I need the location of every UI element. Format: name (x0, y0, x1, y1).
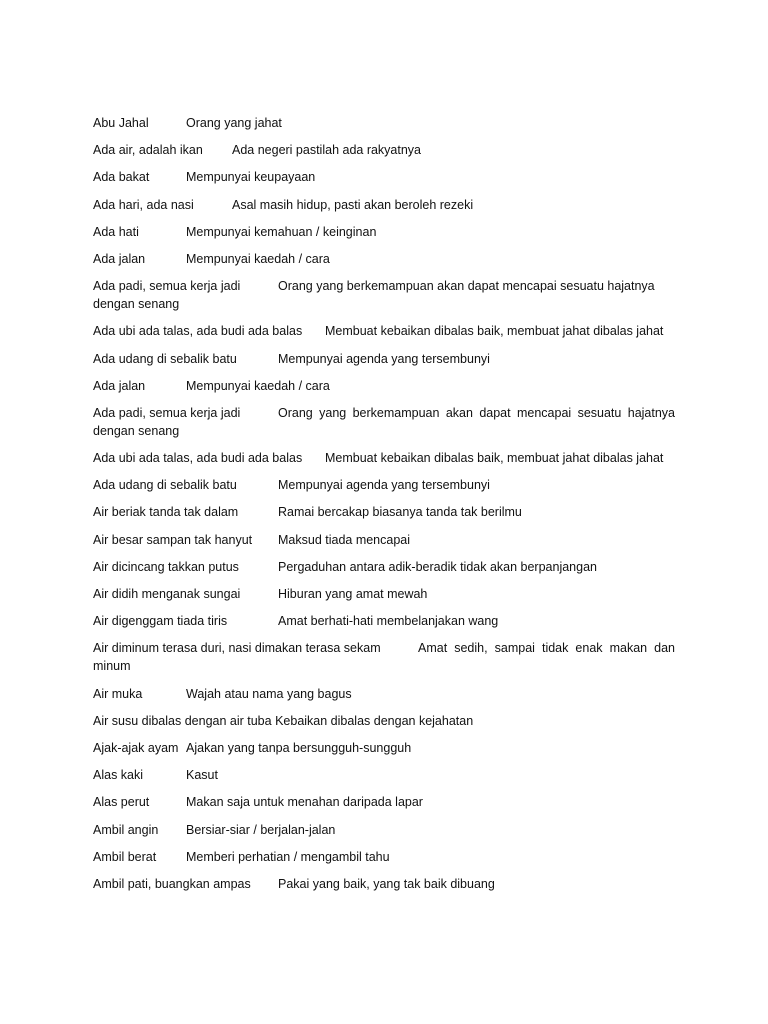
entry-meaning: Mempunyai kaedah / cara (186, 378, 330, 393)
list-item (93, 404, 675, 440)
list-item (93, 322, 675, 340)
entry-term: Ada ubi ada talas, ada budi ada balas (93, 324, 303, 339)
entry-term: Ambil berat (93, 849, 157, 864)
entry-term: Ambil angin (93, 822, 159, 837)
entry-term: Ada air, adalah ikan (93, 143, 203, 158)
entry-term: Ada udang di sebalik batu (93, 478, 237, 493)
entry-term: Air didih menganak sungai (93, 587, 241, 601)
list-item (93, 377, 675, 395)
list-item (93, 141, 675, 159)
list-item (93, 875, 675, 893)
entry-meaning: Hiburan yang amat mewah (278, 587, 428, 601)
entry-term: Ada hari, ada nasi (93, 197, 194, 212)
entry-meaning: Pergaduhan antara adik-beradik tidak akan berpanjangan (278, 559, 597, 574)
list-item (93, 114, 675, 132)
entry-term: Ambil pati, buangkan ampas (93, 876, 251, 891)
entry-term: Air dicincang takkan putus (93, 559, 239, 574)
list-item (93, 821, 675, 839)
list-item (93, 223, 675, 241)
entry-term: Alas perut (93, 795, 150, 810)
list-item (93, 350, 675, 368)
entry-term: Air diminum terasa duri, nasi dimakan terasa sekam (93, 641, 381, 656)
entry-meaning: Mempunyai keupayaan (186, 170, 316, 185)
entry-term: Ada padi, semua kerja jadi (93, 405, 241, 420)
entry-meaning: Makan saja untuk menahan daripada lapar (186, 795, 423, 810)
entry-meaning: Mempunyai agenda yang tersembunyi (278, 351, 490, 366)
entry-meaning: Membuat kebaikan dibalas baik, membuat jahat dibalas jahat (325, 324, 664, 339)
entry-meaning: Mempunyai kemahuan / keinginan (186, 224, 377, 239)
entry-term: Ajak-ajak ayam (93, 740, 179, 755)
entry-meaning: Asal masih hidup, pasti akan beroleh rezeki (232, 197, 474, 212)
entry-term: Air besar sampan tak hanyut (93, 532, 253, 547)
entry-term: Abu Jahal (93, 116, 149, 130)
entry-term: Ada jalan (93, 378, 146, 393)
entry-meaning: Bersiar-siar / berjalan-jalan (186, 822, 336, 837)
list-item (93, 712, 675, 730)
entry-term: Ada bakat (93, 170, 150, 185)
entry-term: Ada ubi ada talas, ada budi ada balas (93, 451, 303, 466)
list-item (93, 250, 675, 268)
entry-meaning: Pakai yang baik, yang tak baik dibuang (278, 876, 495, 891)
entry-meaning: Ajakan yang tanpa bersungguh-sungguh (186, 740, 412, 755)
list-item (93, 531, 675, 549)
list-item (93, 196, 675, 214)
list-item (93, 793, 675, 811)
entry-term: Ada hati (93, 224, 139, 239)
list-item (93, 739, 675, 757)
entry-meaning: Mempunyai kaedah / cara (186, 251, 330, 266)
entry-meaning: Ramai bercakap biasanya tanda tak berilmu (278, 505, 522, 520)
list-item (93, 277, 675, 313)
entry-meaning: Orang yang berkemampuan akan dapat mencapai sesuatu hajatnya dengan senang (93, 405, 675, 438)
entry-term: Air susu dibalas dengan air tuba (93, 713, 272, 728)
entry-term: Air digenggam tiada tiris (93, 614, 228, 629)
entry-term: Ada udang di sebalik batu (93, 351, 237, 366)
list-item (93, 639, 675, 675)
document-page (93, 114, 675, 902)
entry-term: Air muka (93, 686, 143, 701)
list-item (93, 476, 675, 494)
entry-meaning: Memberi perhatian / mengambil tahu (186, 849, 390, 864)
entry-meaning: Mempunyai agenda yang tersembunyi (278, 478, 490, 493)
entry-meaning: Amat berhati-hati membelanjakan wang (278, 614, 499, 629)
entry-term: Ada padi, semua kerja jadi (93, 279, 241, 294)
entry-meaning: Wajah atau nama yang bagus (186, 686, 352, 701)
list-item (93, 612, 675, 630)
entry-meaning: Ada negeri pastilah ada rakyatnya (232, 143, 422, 158)
entry-meaning: Orang yang berkemampuan akan dapat mencapai sesuatu hajatnya dengan senang (93, 279, 655, 312)
list-item (93, 558, 675, 576)
list-item (93, 449, 675, 467)
entry-meaning: Kebaikan dibalas dengan kejahatan (275, 713, 474, 728)
list-item (93, 685, 675, 703)
entry-meaning: Maksud tiada mencapai (278, 532, 411, 547)
entry-meaning: Orang yang jahat (186, 116, 282, 130)
list-item (93, 848, 675, 866)
entry-meaning: Membuat kebaikan dibalas baik, membuat jahat dibalas jahat (325, 451, 664, 466)
entry-term: Ada jalan (93, 251, 146, 266)
entry-term: Air beriak tanda tak dalam (93, 505, 239, 520)
list-item (93, 168, 675, 186)
list-item (93, 503, 675, 521)
entry-meaning: Amat sedih, sampai tidak enak makan dan minum (93, 641, 675, 674)
list-item (93, 766, 675, 784)
entry-term: Alas kaki (93, 768, 144, 783)
list-item (93, 585, 675, 603)
entry-meaning: Kasut (186, 768, 218, 783)
